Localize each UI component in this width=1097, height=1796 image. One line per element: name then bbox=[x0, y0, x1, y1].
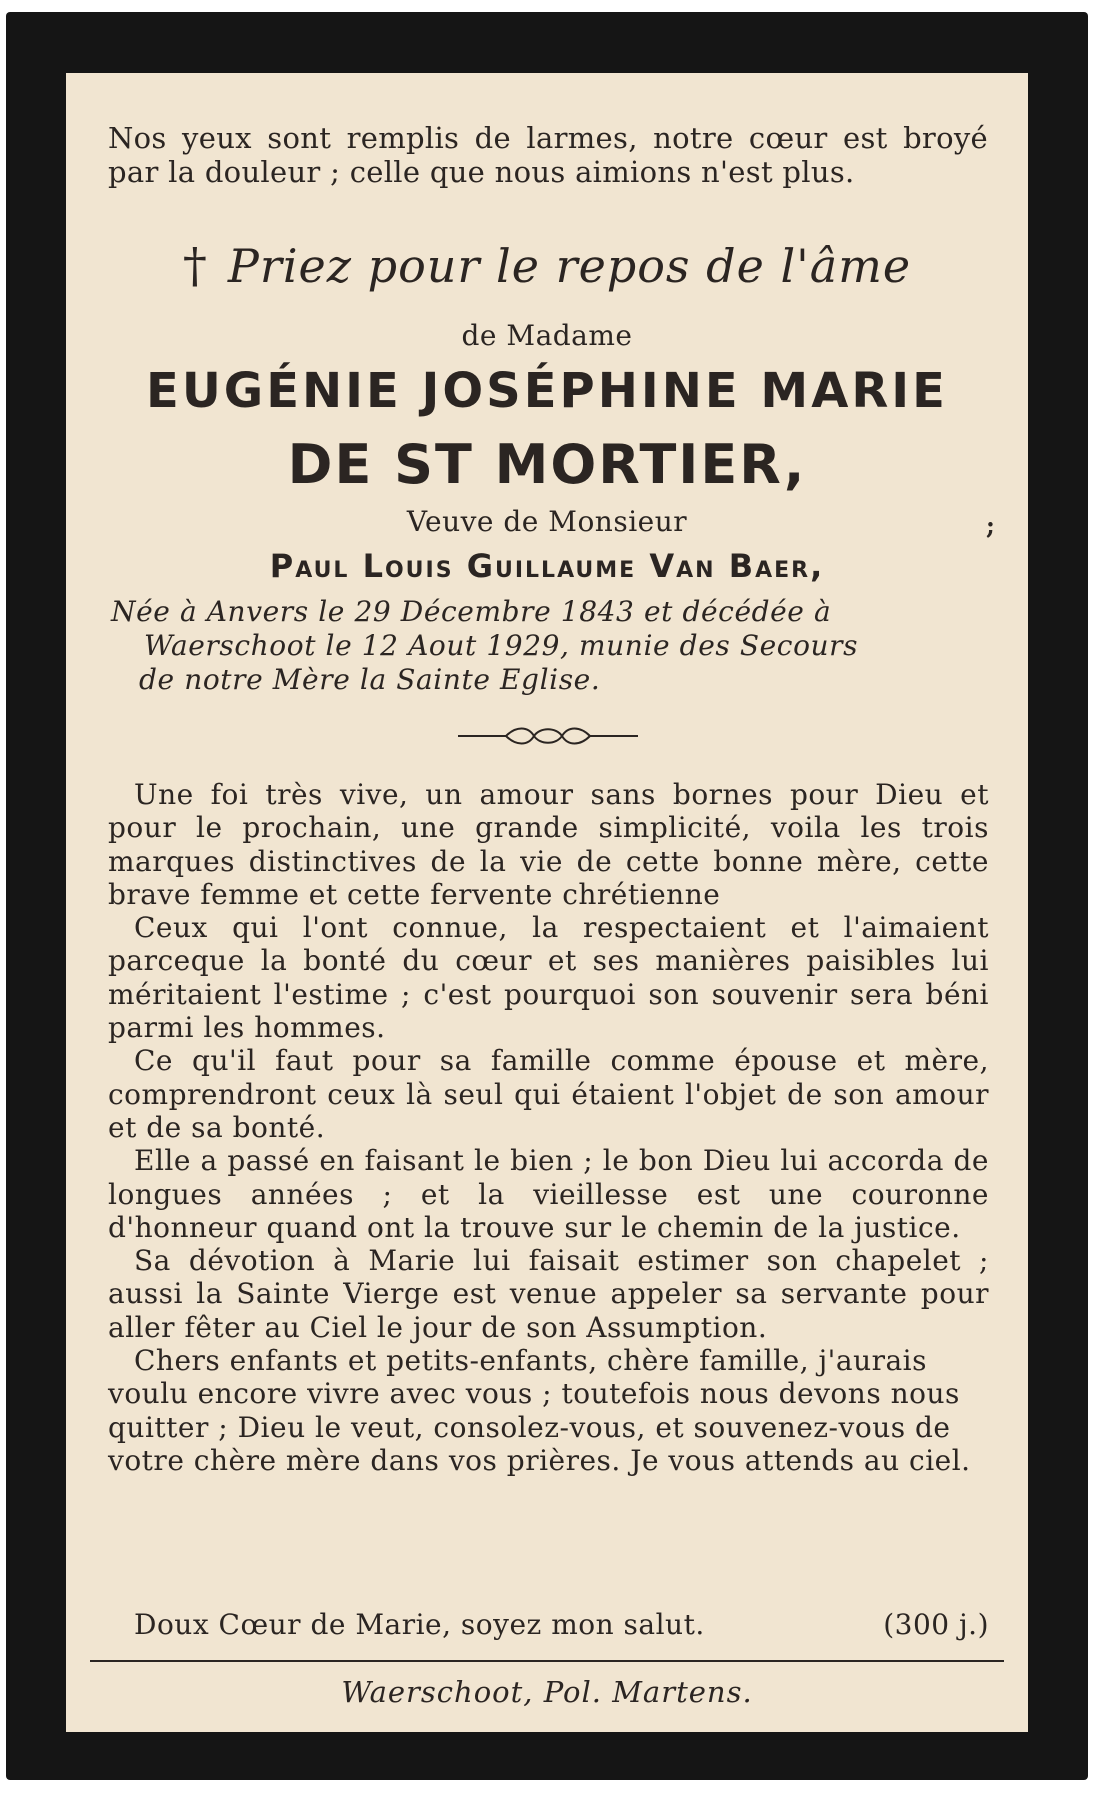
cross-icon: † bbox=[182, 238, 208, 294]
eulogy-paragraph: Ceux qui l'ont connue, la respectaient et l'aimaient parceque la bonté du cœur et ses manières paisibles lui méritaient l'estime ; c'est pourquoi son souvenir sera béni parmi les hommes. bbox=[108, 911, 989, 1045]
husband-name: Paul Louis Guillaume Van Baer, bbox=[269, 547, 825, 585]
eulogy-paragraph: Sa dévotion à Marie lui faisait estimer son chapelet ; aussi la Sainte Vierge est venue appeler sa servante pour aller fêter au Ciel le jour de son Assumption. bbox=[108, 1244, 989, 1344]
print-mark: ; bbox=[986, 511, 995, 540]
eulogy-paragraph: Une foi très vive, un amour sans bornes pour Dieu et pour le prochain, une grande simplicité, voila les trois marques distinctives de la vie de cette bonne mère, cette brave femme et cette fervente chrétienne bbox=[108, 778, 989, 911]
title-madame: de Madame bbox=[461, 319, 633, 352]
birth-death-details bbox=[111, 595, 986, 697]
closing-prayer-text: Doux Cœur de Marie, soyez mon salut. bbox=[134, 1608, 705, 1641]
widow-of-label: Veuve de Monsieur bbox=[406, 505, 688, 538]
birth-death-line: Waerschoot le 12 Aout 1929, munie des Secours bbox=[144, 629, 859, 662]
closing-prayer bbox=[108, 1608, 989, 1641]
eulogy-paragraph: Elle a passé en faisant le bien ; le bon Dieu lui accorda de longues années ; et la vieillesse est une couronne d'honneur quand ont la trouve sur le chemin de la justice. bbox=[108, 1144, 989, 1244]
memorial-card-paper bbox=[66, 73, 1028, 1732]
intro-verse: Nos yeux sont remplis de larmes, notre cœur est broyé par la douleur ; celle que nous aimions n'est plus. bbox=[108, 121, 988, 189]
eulogy-paragraph: Ce qu'il faut pour sa famille comme épouse et mère, comprendront ceux là seul qui étaient l'objet de son amour et de sa bonté. bbox=[108, 1044, 989, 1144]
prayer-heading bbox=[66, 238, 1028, 294]
eulogy-text bbox=[108, 778, 989, 1477]
indulgence-note: (300 j.) bbox=[883, 1608, 989, 1641]
ornament-divider-icon bbox=[458, 721, 638, 751]
memorial-card-border bbox=[6, 12, 1088, 1780]
birth-death-line: Née à Anvers le 29 Décembre 1843 et décédée à bbox=[111, 595, 832, 628]
eulogy-paragraph: Chers enfants et petits-enfants, chère famille, j'aurais voulu encore vivre avec vous ; toutefois nous devons nous quitter ; Dieu le veut, consolez-vous, et souvenez-vous de votre chère mère dans vos prières. Je vous attends au ciel. bbox=[108, 1344, 971, 1477]
deceased-given-names: EUGÉNIE JOSÉPHINE MARIE bbox=[146, 363, 948, 419]
deceased-family-name: DE ST MORTIER, bbox=[287, 433, 807, 496]
prayer-heading-text: Priez pour le repos de l'âme bbox=[227, 239, 912, 293]
birth-death-line: de notre Mère la Sainte Eglise. bbox=[139, 663, 601, 696]
printer-credit: Waerschoot, Pol. Martens. bbox=[341, 1675, 753, 1709]
horizontal-rule bbox=[90, 1660, 1004, 1662]
